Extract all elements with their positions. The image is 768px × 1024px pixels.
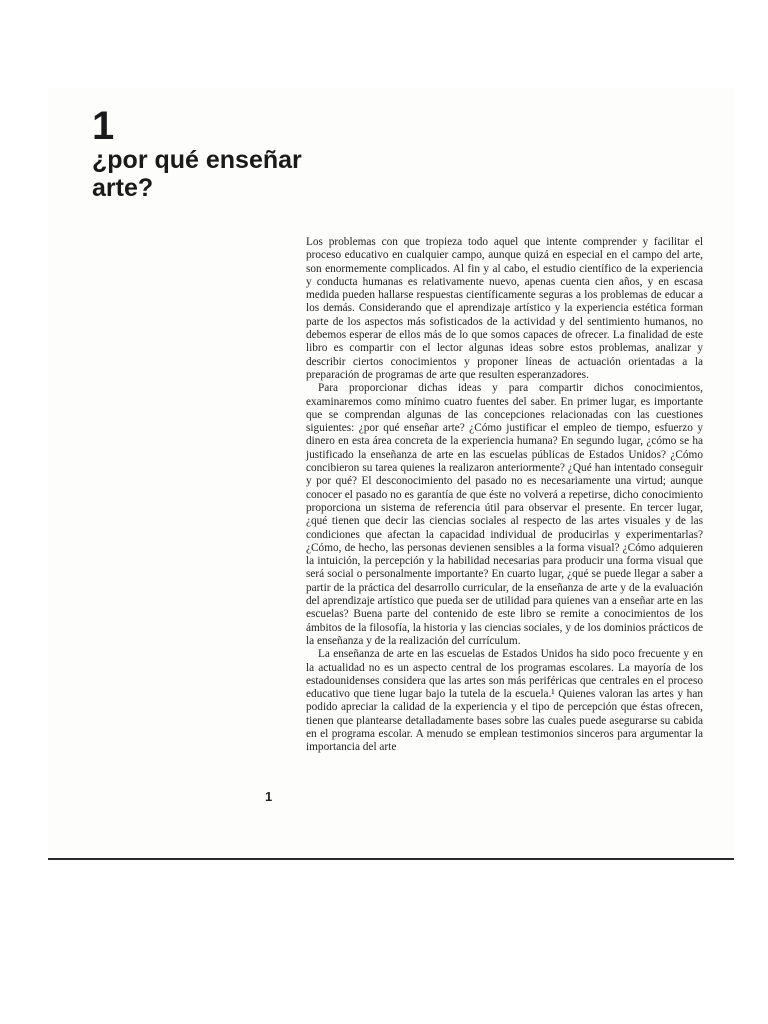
paragraph: La enseñanza de arte en las escuelas de Estados Unidos ha sido poco frecuente y en la actualidad no es un aspecto central de los programas escolares. La mayoría de los estadounidenses considera que las artes son más periféricas que centrales en el proceso educativo que tiene lugar bajo la tutela de la escuela.¹ Quienes valoran las artes y han podido apreciar la calidad de la experiencia y el tipo de percepción que éstas ofrecen, tienen que plantearse detalladamente bases sobre las cuales puede asegurarse su cabida en el programa escolar. A menudo se emplean testimonios sinceros para argumentar la importancia del arte: [306, 648, 703, 754]
page-bottom-edge: [48, 858, 734, 860]
chapter-number: 1: [92, 104, 115, 148]
body-text: [306, 236, 703, 755]
paragraph: Para proporcionar dichas ideas y para compartir dichos conocimientos, examinaremos como mínimo cuatro fuentes del saber. En primer lugar, es importante que se comprendan algunas de las concepciones relacionadas con las cuestiones siguientes: ¿por qué enseñar arte? ¿Cómo justificar el empleo de tiempo, esfuerzo y dinero en esta área concreta de la experiencia humana? En segundo lugar, ¿cómo se ha justificado la enseñanza de arte en las escuelas públicas de Estados Unidos? ¿Cómo concibieron su tarea quienes la realizaron anteriormente? ¿Qué han intentado conseguir y por qué? El desconocimiento del pasado no es necesariamente una virtud; aunque conocer el pasado no es garantía de que éste no volverá a repetirse, dicho conocimiento proporciona un sistema de referencia útil para observar el presente. En tercer lugar, ¿qué tienen que decir las ciencias sociales al respecto de las artes visuales y de las condiciones que afectan la capacidad individual de producirlas y experimentarlas? ¿Cómo, de hecho, las personas devienen sensibles a la forma visual? ¿Cómo adquieren la intuición, la percepción y la habilidad necesarias para producir una forma visual que será social o personalmente importante? En cuarto lugar, ¿qué se puede llegar a saber a partir de la práctica del desarrollo curricular, de la enseñanza de arte y de la evaluación del aprendizaje artístico que pueda ser de utilidad para quienes van a enseñar arte en las escuelas? Buena parte del contenido de este libro se remite a conocimientos de los ámbitos de la filosofía, la historia y las ciencias sociales, y de los dominios prácticos de la enseñanza y de la realización del currículum.: [306, 382, 703, 647]
paragraph: Los problemas con que tropieza todo aquel que intente comprender y facilitar el proceso educativo en cualquier campo, aunque quizá en especial en el campo del arte, son enormemente complicados. Al fin y al cabo, el estudio científico de la experiencia y conducta humanas es relativamente nuevo, apenas cuenta cien años, y en escasa medida pueden hallarse respuestas científicamente seguras a los problemas de educar a los demás. Considerando que el aprendizaje artístico y la experiencia estética forman parte de los aspectos más sofisticados de la actividad y del sentimiento humanos, no debemos esperar de ellos más de lo que somos capaces de ofrecer. La finalidad de este libro es compartir con el lector algunas ideas sobre estos problemas, analizar y describir ciertos conocimientos y proponer líneas de actuación orientadas a la preparación de programas de arte que resulten esperanzadores.: [306, 236, 703, 381]
chapter-title: ¿por qué enseñar arte?: [92, 146, 302, 202]
page-number: 1: [265, 789, 273, 804]
